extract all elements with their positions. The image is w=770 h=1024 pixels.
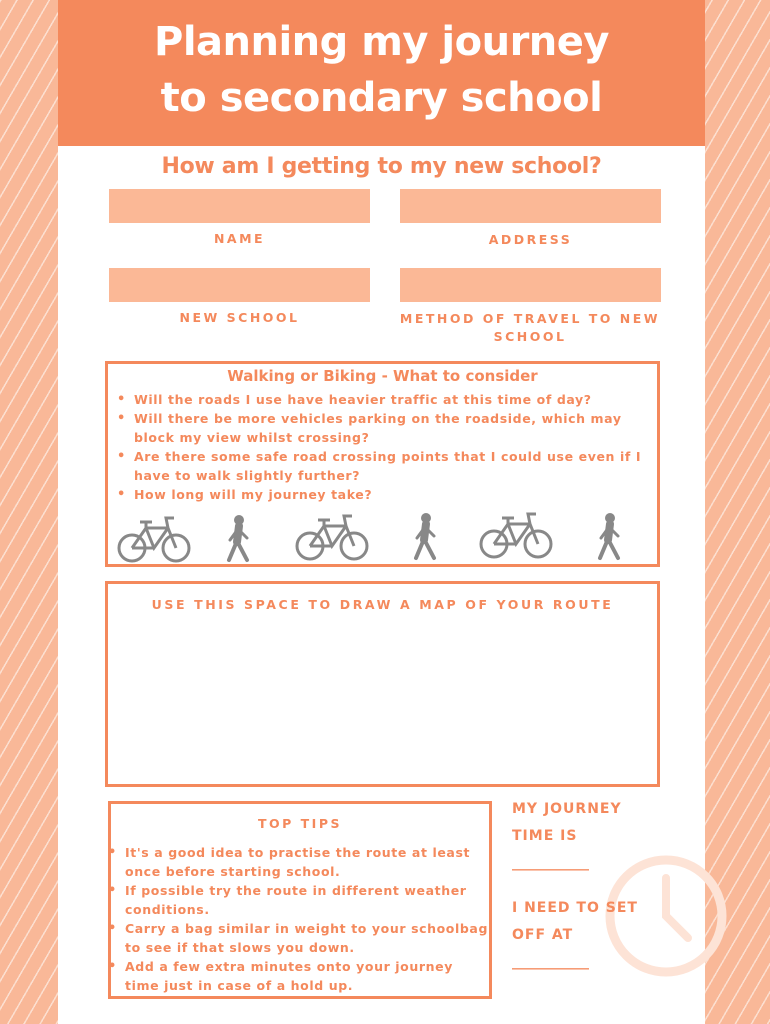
list-item: • Will the roads I use have heavier traffic at this time of day? [117,390,657,409]
list-item: • It's a good idea to practise the route at least once before starting school. [108,843,488,881]
page-header [58,0,705,146]
method-of-travel-label [395,310,665,346]
set-off-time-blank[interactable]: ___________ [512,954,589,970]
page-subtitle: How am I getting to my new school? [161,154,602,179]
method-of-travel-field[interactable] [400,268,661,302]
list-item: • Carry a bag similar in weight to your schoolbag to see if that slows you down. [108,919,488,957]
bicycle-icon [478,510,554,560]
new-school-field[interactable] [109,268,370,302]
journey-time-section [512,796,692,976]
route-map-drawing-area[interactable] [105,581,660,787]
list-item: • If possible try the route in different weather conditions. [108,881,488,919]
name-label: NAME [213,231,266,246]
list-item: • Are there some safe road crossing points that I could use even if I have to walk slightly further? [117,447,657,485]
page-title-line-2: to secondary school [160,75,603,121]
journey-time-label-line-1: MY JOURNEY [512,801,622,817]
journey-time-label-line-2: TIME IS [512,828,578,844]
walking-biking-title: Walking or Biking - What to consider [227,367,538,385]
journey-time-blank[interactable]: ___________ [512,855,589,871]
list-item: • Will there be more vehicles parking on the roadside, which may block my view whilst crossing? [117,409,657,447]
list-item: • Add a few extra minutes onto your journey time just in case of a hold up. [108,957,488,995]
set-off-label-line-2: OFF AT [512,927,574,943]
page-title-line-1: Planning my journey [154,19,609,65]
name-field[interactable] [109,189,370,223]
list-item: • How long will my journey take? [117,485,657,504]
walking-biking-box [105,361,660,567]
method-label-line-1: METHOD OF TRAVEL TO NEW [399,311,661,326]
walker-icon [219,514,259,564]
walker-icon [590,512,630,562]
bicycle-icon [294,512,370,562]
top-tips-box [108,801,492,999]
travel-icons-row [116,514,656,564]
walker-icon [406,512,446,562]
route-map-label: USE THIS SPACE TO DRAW A MAP OF YOUR ROUTE [151,597,614,612]
address-label: ADDRESS [488,232,573,247]
address-field[interactable] [400,189,661,223]
top-tips-list [108,843,488,995]
bicycle-icon [116,514,192,564]
method-label-line-2: SCHOOL [493,329,567,344]
top-tips-title: TOP TIPS [257,816,342,831]
new-school-label: NEW SCHOOL [179,310,300,325]
walking-considerations-list [117,390,657,504]
worksheet-page [58,0,705,1024]
set-off-label-line-1: I NEED TO SET [512,900,638,916]
